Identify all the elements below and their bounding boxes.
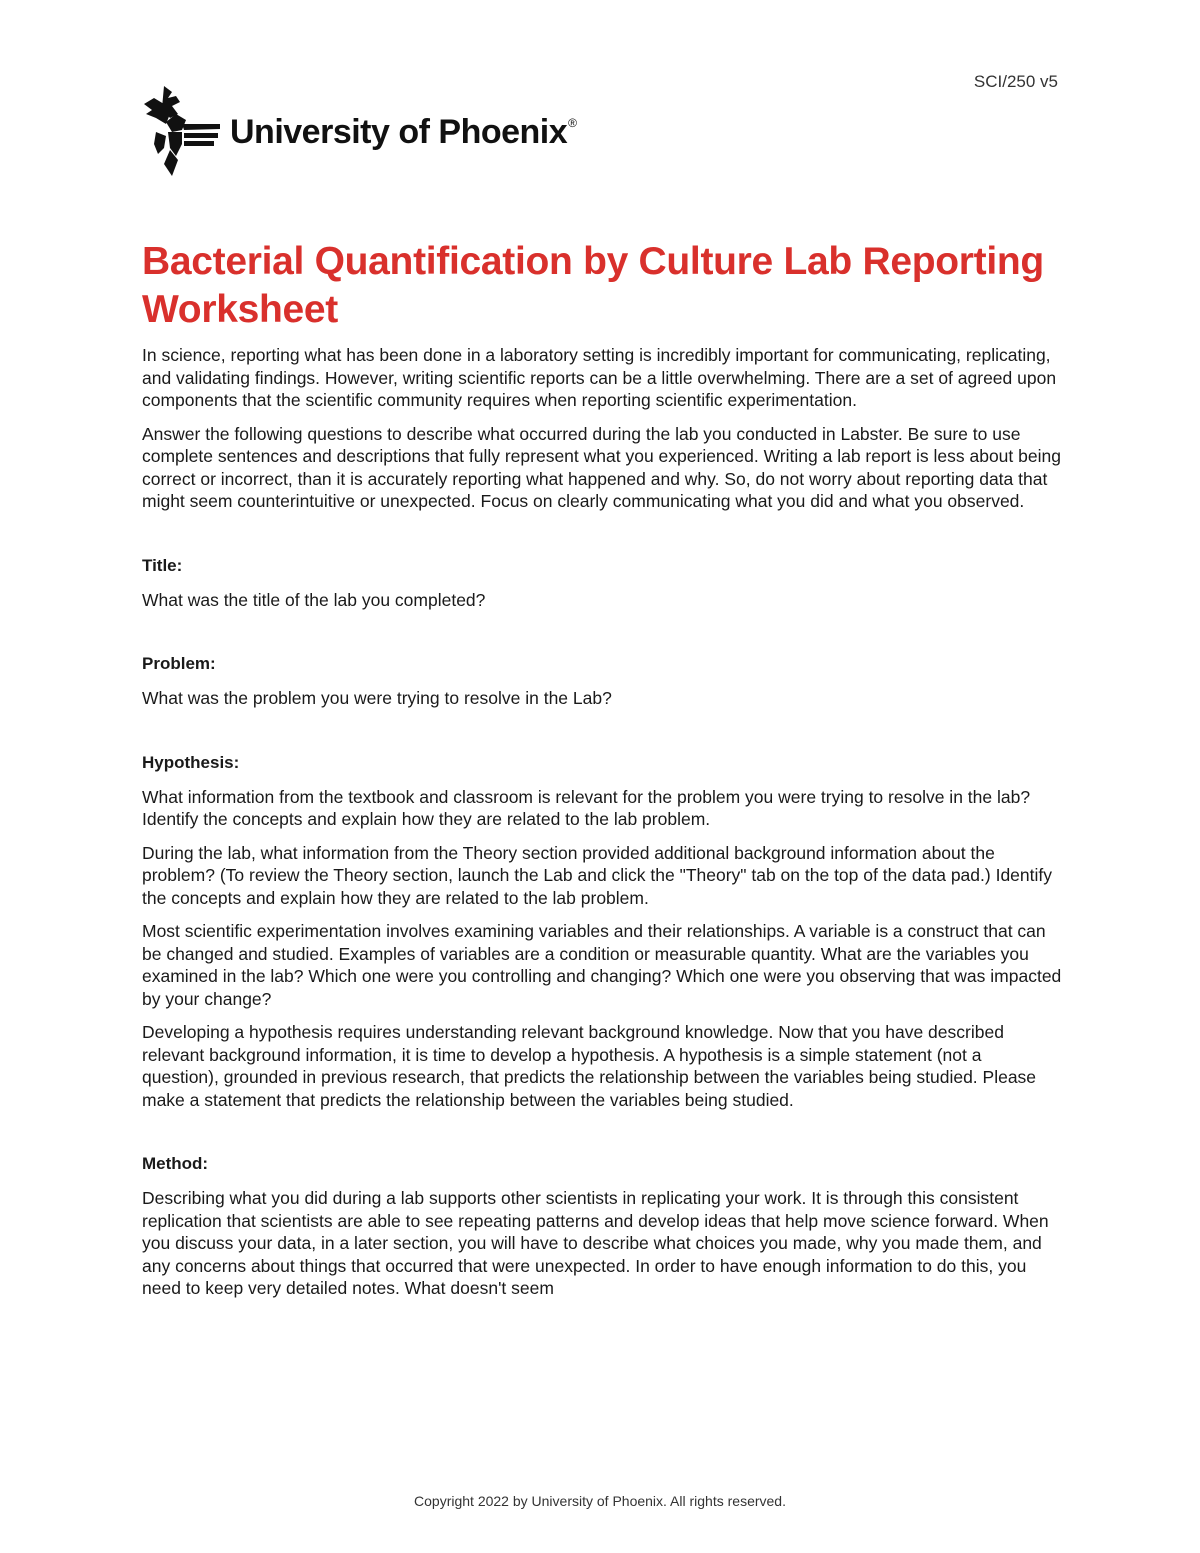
question: What was the title of the lab you completed? (142, 589, 486, 610)
course-code: SCI/250 v5 (973, 72, 1058, 91)
document-title: Bacterial Quantification by Culture Lab Reporting Worksheet (142, 240, 1044, 331)
question: What information from the textbook and classroom is relevant for the problem you were trying to resolve in the lab? Identify the concepts and explain how they are related to the lab problem. (142, 786, 1031, 829)
intro-paragraph: Answer the following questions to describe what occurred during the lab you conducted in Labster. Be sure to use complete sentences and descriptions that fully represent what you experienced. Writing a lab report is less about being correct or incorrect, than it is accurately reporting what happened and why. So, do not worry about reporting data that might seem counterintuitive or unexpected. Focus on clearly communicating what you did and what you observed. (142, 423, 1061, 511)
question: Most scientific experimentation involves examining variables and their relationships. A variable is a construct that can be changed and studied. Examples of variables are a condition or measurable quantity. What are the variables you examined in the lab? Which one were you controlling and changing? Which one were you observing that was impacted by your change? (142, 921, 1062, 1009)
logo-text: University of Phoenix (230, 112, 568, 151)
question: Describing what you did during a lab supports other scientists in replicating your work. It is through this consistent replication that scientists are able to see repeating patterns and develop ideas that help move science forward. When you discuss your data, in a later section, you will have to describe what choices you made, why you made them, and any concerns about things that occurred that were unexpected. In order to have enough information to do this, you need to keep very detailed notes. What doesn't seem (142, 1188, 1049, 1298)
question: What was the problem you were trying to resolve in the Lab? (142, 688, 612, 708)
university-logo (142, 84, 576, 176)
section-heading-problem: Problem: (142, 654, 216, 673)
section-heading-method: Method: (142, 1154, 209, 1173)
question: During the lab, what information from the Theory section provided additional background information about the problem? (To review the Theory section, launch the Lab and click the "Theory" tab on the top of the data pad.) Identify the concepts and explain how they are related to the lab problem. (142, 842, 1052, 908)
document-body (142, 238, 1062, 1311)
copyright-footer: Copyright 2022 by University of Phoenix. All rights reserved. (414, 1493, 786, 1509)
problem-section (142, 653, 1062, 710)
phoenix-bird-icon (142, 84, 220, 176)
section-heading-hypothesis: Hypothesis: (142, 752, 240, 772)
intro-paragraph: In science, reporting what has been done in a laboratory setting is incredibly important for communicating, replicating, and validating findings. However, writing scientific reports can be a little overwhelming. There are a set of agreed upon components that the scientific community requires when reporting scientific experimentation. (142, 345, 1057, 410)
registered-mark: ® (568, 115, 577, 130)
hypothesis-section (142, 752, 1062, 1112)
method-section (142, 1153, 1062, 1300)
title-section (142, 555, 1062, 612)
question: Developing a hypothesis requires understanding relevant background knowledge. Now that you have described relevant background information, it is time to develop a hypothesis. A hypothesis is a simple statement (not a question), grounded in previous research, that predicts the relationship between the variables being studied. Please make a statement that predicts the relationship between the variables being studied. (142, 1022, 1037, 1110)
section-heading-title: Title: (142, 555, 183, 575)
